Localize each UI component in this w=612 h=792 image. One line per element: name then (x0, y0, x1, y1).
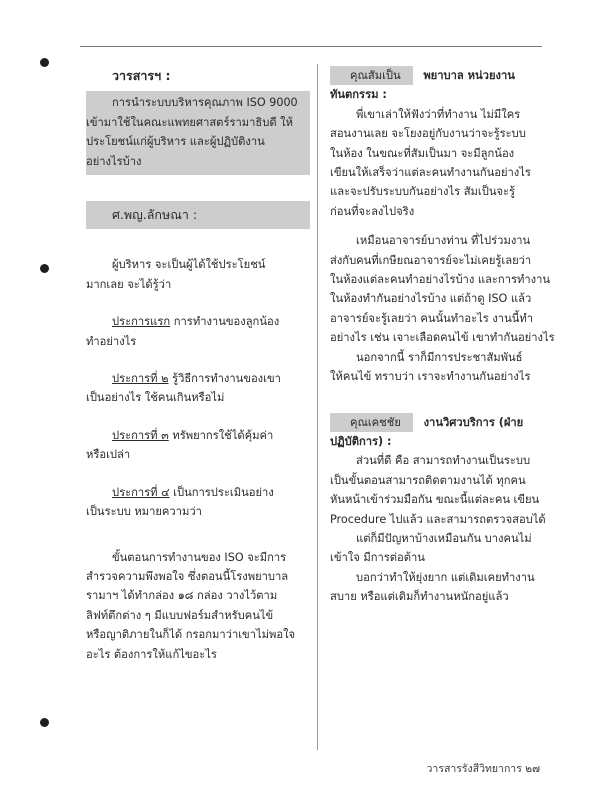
body-line: หันหน้าเข้าร่วมมือกัน ขณะนี้แต่ละคน เขียน (330, 493, 540, 507)
question-line: เข้ามาใช้ในคณะแพทยศาสตร์รามาธิบดี ให้ (86, 115, 293, 129)
point-text: เป็นระบบ หมายความว่า (86, 505, 202, 519)
point-item (86, 312, 310, 331)
top-rule (80, 46, 542, 47)
final-line: สำรวจความพึงพอใจ ซึ่งตอนนี้โรงพยาบาล (86, 569, 289, 583)
body-line: ในห้องแต่ละคนทำอย่างไรบ้าง และการทำงาน (330, 273, 551, 287)
point-text: ทรัพยากรใช้ได้คุ้มค่า (172, 428, 274, 442)
question-line: อย่างไรบ้าง (86, 154, 142, 168)
final-line: ขั้นตอนการทำงานของ ISO จะมีการ (112, 550, 287, 564)
point-item (86, 483, 310, 502)
journal-header: วารสารฯ : (112, 68, 171, 83)
point-text: ทำอย่างไร (86, 334, 137, 348)
question-line: ประโยชน์แก่ผู้บริหาร และผู้ปฏิบัติงาน (86, 135, 265, 149)
journal-question-box (86, 91, 310, 175)
point-text: เป็นการประเมินอย่าง (173, 485, 274, 499)
final-line: อะไร ต้องการให้แก้ไขอะไร (86, 647, 217, 661)
body-line: ส่วนที่ดี คือ สามารถทำงานเป็นระบบ (356, 454, 531, 468)
body-line: อาจารย์จะรู้เลยว่า คนนั้นทำอะไร งานนี้ทำ (330, 311, 534, 325)
body-line: ในห้องทำกันอย่างไรบ้าง แต่ถ้าดู ISO แล้ว (330, 292, 532, 306)
point-label: ประการแรก (112, 315, 171, 329)
binder-hole-icon (40, 264, 49, 273)
point-label: ประการที่ ๔ (112, 485, 170, 499)
right-column (330, 66, 555, 607)
answer-line: ผู้บริหาร จะเป็นผู้ได้ใช้ประโยชน์ (112, 258, 266, 272)
speaker-role: พยาบาล หน่วยงาน (423, 69, 515, 82)
speaker-role: ทันตกรรม : (330, 88, 387, 102)
body-line: ในห้อง ในขณะที่สัมเป็นมา จะมีลูกน้อง (330, 146, 515, 160)
left-column (86, 66, 310, 664)
final-line: หรือญาติภายในก็ได้ กรอกมาว่าเขาไม่พอใจ (86, 628, 296, 642)
body-line: สอนงานเลย จะโยงอยู่กับงานว่าจะรู้ระบบ (330, 127, 526, 141)
body-line: สบาย หรือแต่เดิมก็ทำงานหนักอยู่แล้ว (330, 590, 509, 604)
binder-hole-icon (40, 718, 49, 727)
page-footer: วารสารรังสีวิทยาการ ๒๗ (426, 763, 540, 775)
body-line: แต่ก็มีปัญหาบ้างเหมือนกัน บางคนไม่ (356, 531, 532, 545)
body-line: และจะปรับระบบกันอย่างไร สัมเป็นจะรู้ (330, 185, 516, 199)
speaker-role: ปฏิบัติการ) : (330, 434, 392, 448)
body-line: พี่เขาเล่าให้ฟังว่าที่ทำงาน ไม่มีใคร (356, 107, 521, 121)
point-text: การทำงานของลูกน้อง (173, 315, 280, 329)
body-line: เป็นขั้นตอนสามารถติดตามงานได้ ทุกคน (330, 473, 526, 487)
body-line: เขียนให้เสร็จว่าแต่ละคนทำงานกันอย่างไร (330, 166, 531, 180)
final-line: รามาฯ ได้ทำกล่อง ๑๘ กล่อง วางไว้ตาม (86, 589, 278, 603)
body-line: ส่งกับคนที่เกษียณอาจารย์จะไม่เคยรู้เลยว่า (330, 253, 532, 267)
point-label: ประการที่ ๓ (112, 428, 169, 442)
binder-hole-icon (40, 58, 49, 67)
question-line: การนำระบบบริหารคุณภาพ ISO 9000 (112, 96, 298, 110)
column-divider (317, 64, 318, 750)
point-text: เป็นอย่างไร ใช้คนเกินหรือไม่ (86, 391, 225, 405)
answer-line: มากเลย จะได้รู้ว่า (86, 277, 172, 291)
body-line: บอกว่าทำให้ยุ่งยาก แต่เดิมเคยทำงาน (356, 570, 535, 584)
point-text: หรือเปล่า (86, 448, 131, 462)
body-line: ก่อนที่จะลงไปจริง (330, 204, 415, 218)
point-item (86, 426, 310, 445)
body-line: อย่างไร เช่น เจาะเลือดคนไข้ เขาทำกันอย่างไร (330, 331, 555, 345)
final-line: ลิฟท์ตึกต่าง ๆ มีแบบฟอร์มสำหรับคนไข้ (86, 608, 274, 622)
speaker-name: คุณเคชชัย (330, 413, 413, 432)
body-line: Procedure ไปแล้ว และสามารถตรวจสอบได้ (330, 512, 546, 526)
speaker-heading (330, 413, 542, 432)
speaker-heading (330, 66, 542, 85)
point-item (86, 369, 310, 388)
point-text: รู้วิธีการทำงานของเขา (172, 372, 281, 386)
speaker-name: คุณสัมเป็น (330, 66, 413, 85)
speaker-box (86, 201, 310, 229)
speaker-role: งานวิศวบริการ (ฝ่าย (423, 415, 524, 429)
point-label: ประการที่ ๒ (112, 372, 169, 386)
body-line: เข้าใจ มีการต่อต้าน (330, 551, 425, 565)
body-line: ให้คนไข้ ทราบว่า เราจะทำงานกันอย่างไร (330, 370, 531, 384)
body-line: เหมือนอาจารย์บางท่าน ที่ไปร่วมงาน (356, 234, 531, 248)
body-line: นอกจากนี้ ราก็มีการประชาสัมพันธ์ (356, 350, 523, 364)
speaker-name: ศ.พญ.ลักษณา : (112, 207, 198, 223)
